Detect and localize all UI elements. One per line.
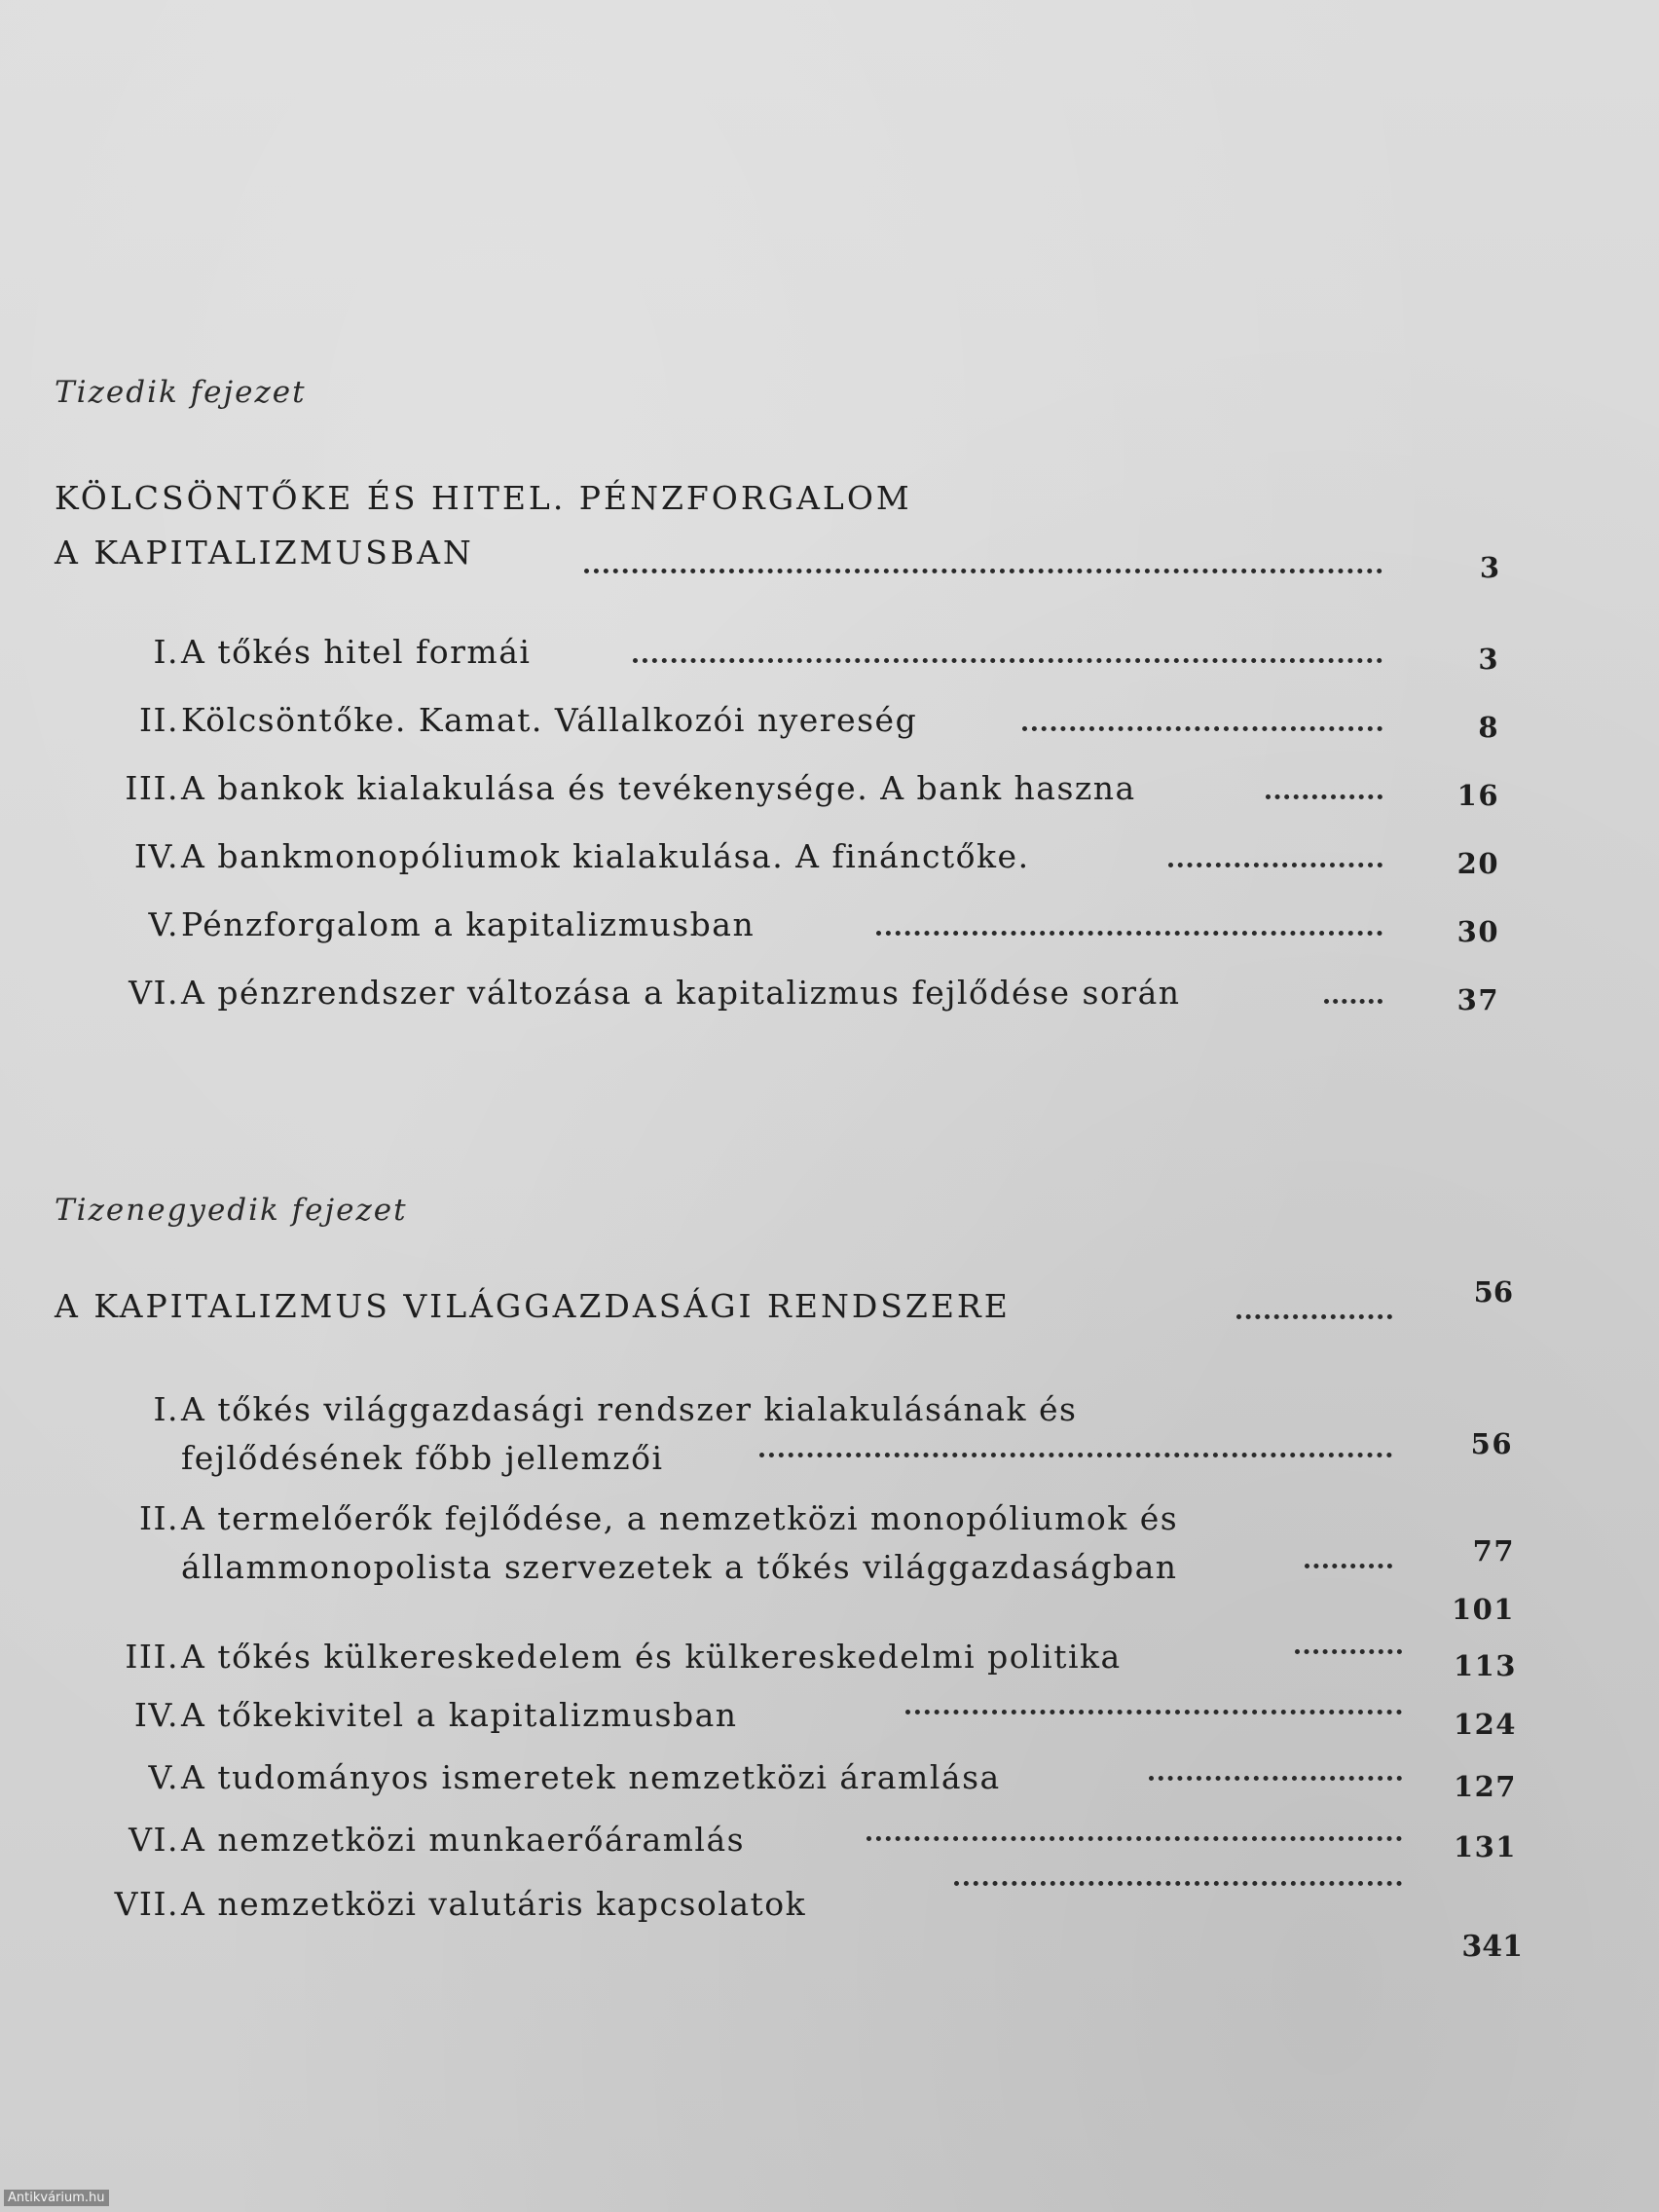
toc-entry bbox=[0, 1589, 1659, 1638]
leader-dots bbox=[584, 565, 1382, 573]
entry-number: III. bbox=[125, 1638, 179, 1676]
toc-entry bbox=[0, 1390, 1659, 1497]
entry-title: A tőkés hitel formái bbox=[181, 633, 532, 671]
watermark: Antikvárium.hu bbox=[4, 2190, 109, 2206]
entry-title: Kölcsöntőke. Kamat. Vállalkozói nyereség bbox=[181, 701, 918, 739]
leader-dots bbox=[1295, 1645, 1402, 1654]
entry-number: I. bbox=[153, 1390, 179, 1428]
leader-dots bbox=[1266, 791, 1382, 799]
entry-page: 131 bbox=[1453, 1830, 1517, 1863]
entry-page: 77 bbox=[1472, 1534, 1515, 1567]
page-number: 341 bbox=[1461, 1930, 1523, 1964]
entry-page: 20 bbox=[1456, 847, 1499, 880]
chapter-11-label: Tizenegyedik fejezet bbox=[55, 1193, 408, 1228]
entry-title: A pénzrendszer változása a kapitalizmus fejlődése során bbox=[181, 974, 1181, 1012]
entry-title: A tőkés világgazdasági rendszer kialakulásának és bbox=[181, 1390, 1078, 1428]
toc-entry bbox=[0, 769, 1659, 818]
entry-page: 3 bbox=[1478, 643, 1499, 676]
entry-page: 30 bbox=[1456, 915, 1499, 948]
leader-dots bbox=[876, 927, 1382, 936]
entry-number: III. bbox=[125, 769, 179, 807]
entry-page: 124 bbox=[1453, 1708, 1517, 1741]
entry-number: V. bbox=[148, 905, 179, 943]
entry-title: A termelőerők fejlődése, a nemzetközi monopóliumok és bbox=[181, 1499, 1179, 1537]
toc-entry bbox=[0, 1821, 1659, 1869]
leader-dots bbox=[1022, 722, 1382, 731]
toc-entry bbox=[0, 974, 1659, 1022]
chapter-11-title: A KAPITALIZMUS VILÁGGAZDASÁGI RENDSZERE bbox=[55, 1287, 1011, 1325]
toc-entry bbox=[0, 1885, 1659, 1934]
toc-entry bbox=[0, 837, 1659, 886]
entry-number: I. bbox=[153, 633, 179, 671]
chapter-10-title-line2: A KAPITALIZMUSBAN bbox=[55, 534, 474, 571]
leader-dots bbox=[905, 1706, 1402, 1714]
leader-dots bbox=[633, 654, 1382, 663]
leader-dots bbox=[954, 1877, 1402, 1886]
leader-dots bbox=[1168, 859, 1382, 867]
entry-title: A nemzetközi munkaerőáramlás bbox=[181, 1821, 746, 1859]
entry-page: 16 bbox=[1456, 779, 1499, 812]
entry-title: A nemzetközi valutáris kapcsolatok bbox=[181, 1885, 807, 1923]
entry-number: VI. bbox=[129, 974, 179, 1012]
entry-page: 127 bbox=[1453, 1770, 1517, 1803]
entry-page: 37 bbox=[1456, 983, 1499, 1016]
chapter-10-title-line1: KÖLCSÖNTŐKE ÉS HITEL. PÉNZFORGALOM bbox=[55, 479, 912, 517]
entry-number: VI. bbox=[129, 1821, 179, 1859]
toc-entry bbox=[0, 1696, 1659, 1745]
leader-dots bbox=[759, 1449, 1392, 1457]
entry-title: A bankmonopóliumok kialakulása. A finánctőke. bbox=[181, 837, 1030, 875]
toc-entry bbox=[0, 1638, 1659, 1686]
entry-page: 113 bbox=[1453, 1649, 1517, 1682]
toc-entry bbox=[0, 701, 1659, 750]
entry-page: 56 bbox=[1470, 1427, 1513, 1460]
leader-dots bbox=[1149, 1772, 1402, 1781]
entry-number: IV. bbox=[133, 837, 179, 875]
toc-entry bbox=[0, 633, 1659, 682]
entry-title: A tudományos ismeretek nemzetközi áramlása bbox=[181, 1758, 1001, 1796]
toc-entry bbox=[0, 1758, 1659, 1807]
entry-number: II. bbox=[138, 701, 179, 739]
entry-page: 8 bbox=[1478, 711, 1499, 744]
leader-dots bbox=[866, 1832, 1402, 1841]
entry-number: V. bbox=[148, 1758, 179, 1796]
entry-title: A tőkekivitel a kapitalizmusban bbox=[181, 1696, 738, 1734]
chapter-11-page: 56 bbox=[1473, 1275, 1513, 1309]
entry-title: A tőkés külkereskedelem és külkereskedelmi politika bbox=[181, 1638, 1122, 1676]
entry-number: IV. bbox=[133, 1696, 179, 1734]
entry-title: Pénzforgalom a kapitalizmusban bbox=[181, 905, 756, 943]
chapter-10-label: Tizedik fejezet bbox=[55, 375, 307, 410]
entry-number: VII. bbox=[114, 1885, 179, 1923]
toc-entry bbox=[0, 905, 1659, 954]
entry-title: A bankok kialakulása és tevékenysége. A bank haszna bbox=[181, 769, 1136, 807]
entry-title-continued: fejlődésének főbb jellemzői bbox=[181, 1439, 664, 1477]
leader-dots bbox=[1324, 995, 1382, 1004]
leader-dots bbox=[1305, 1560, 1392, 1568]
entry-page: 101 bbox=[1451, 1593, 1515, 1626]
leader-dots bbox=[1236, 1310, 1392, 1319]
chapter-10-page: 3 bbox=[1479, 551, 1499, 584]
entry-number: II. bbox=[138, 1499, 179, 1537]
entry-title-continued: állammonopolista szervezetek a tőkés világgazdaságban bbox=[181, 1548, 1178, 1586]
